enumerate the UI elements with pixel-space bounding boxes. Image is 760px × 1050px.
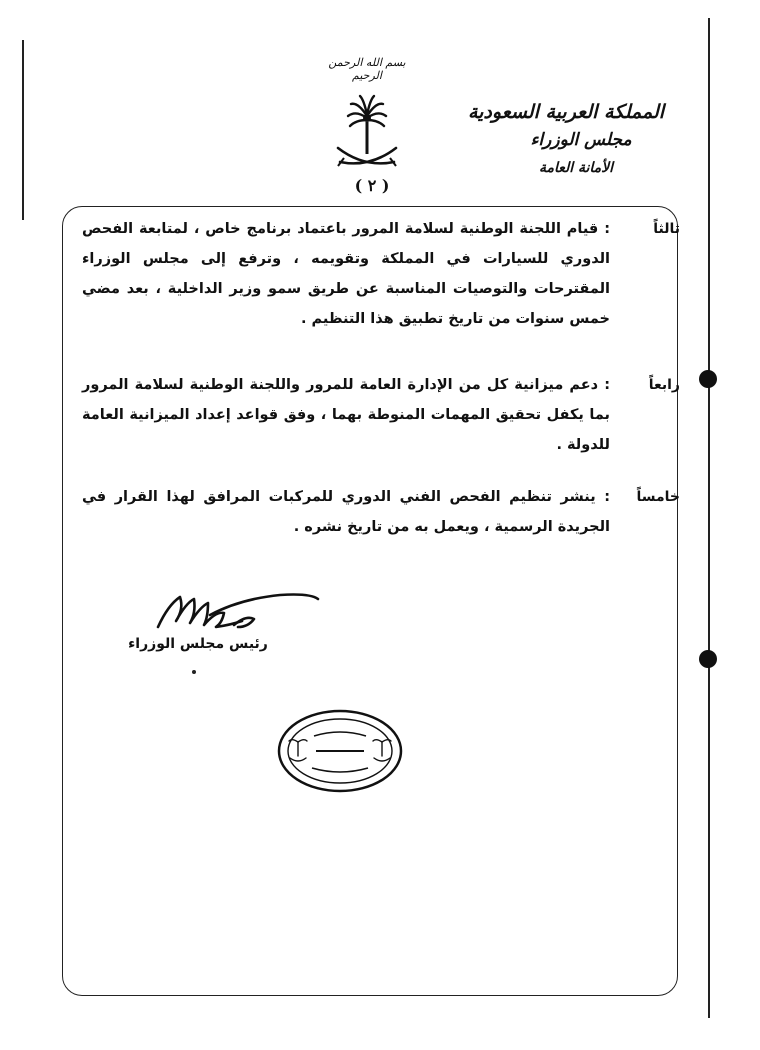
handwritten-signature (150, 585, 320, 640)
clause-text: : قيام اللجنة الوطنية لسلامة المرور باعتماد برنامج خاص ، لمتابعة الفحص الدوري للسيارات في المملكة وتقويمه ، وترفع إلى مجلس الوزراء المقترحات والتوصيات المناسبة عن طريق سمو وزير الداخلية ، بعد مضي خمس سنوات من تاريخ تطبيق هذا التنظيم . (82, 221, 610, 327)
punch-hole (699, 370, 717, 388)
document-header (0, 0, 760, 205)
basmala: بسم الله الرحمن الرحيم (328, 56, 406, 82)
clause-fourth (72, 370, 680, 470)
clause-label: ثالثاً (653, 221, 680, 237)
official-stamp (276, 708, 404, 794)
letterhead-kingdom: المملكة العربية السعودية (467, 101, 665, 123)
clause-label: رابعاً (648, 377, 680, 393)
punch-hole (699, 650, 717, 668)
ink-dot (192, 670, 196, 674)
signer-title: رئيس مجلس الوزراء (128, 636, 268, 652)
clause-text: : ينشر تنظيم الفحص الفني الدوري للمركبات المرافق لهذا القرار في الجريدة الرسمية ، ويعمل به من تاريخ نشره . (82, 489, 610, 535)
saudi-emblem-icon (334, 92, 400, 172)
clause-third (72, 214, 680, 364)
letterhead (456, 98, 676, 182)
clause-text: : دعم ميزانية كل من الإدارة العامة للمرور واللجنة الوطنية لسلامة المرور بما يكفل تحقيق المهمات المنوطة بهما ، وفق قواعد إعداد الميزانية العامة للدولة . (82, 377, 610, 453)
letterhead-secretariat: الأمانة العامة (538, 160, 614, 176)
clause-label: خامساً (636, 489, 680, 505)
letterhead-council: مجلس الوزراء (530, 130, 632, 150)
clause-fifth (72, 482, 680, 552)
page-number: ( ٢ ) (354, 176, 390, 195)
